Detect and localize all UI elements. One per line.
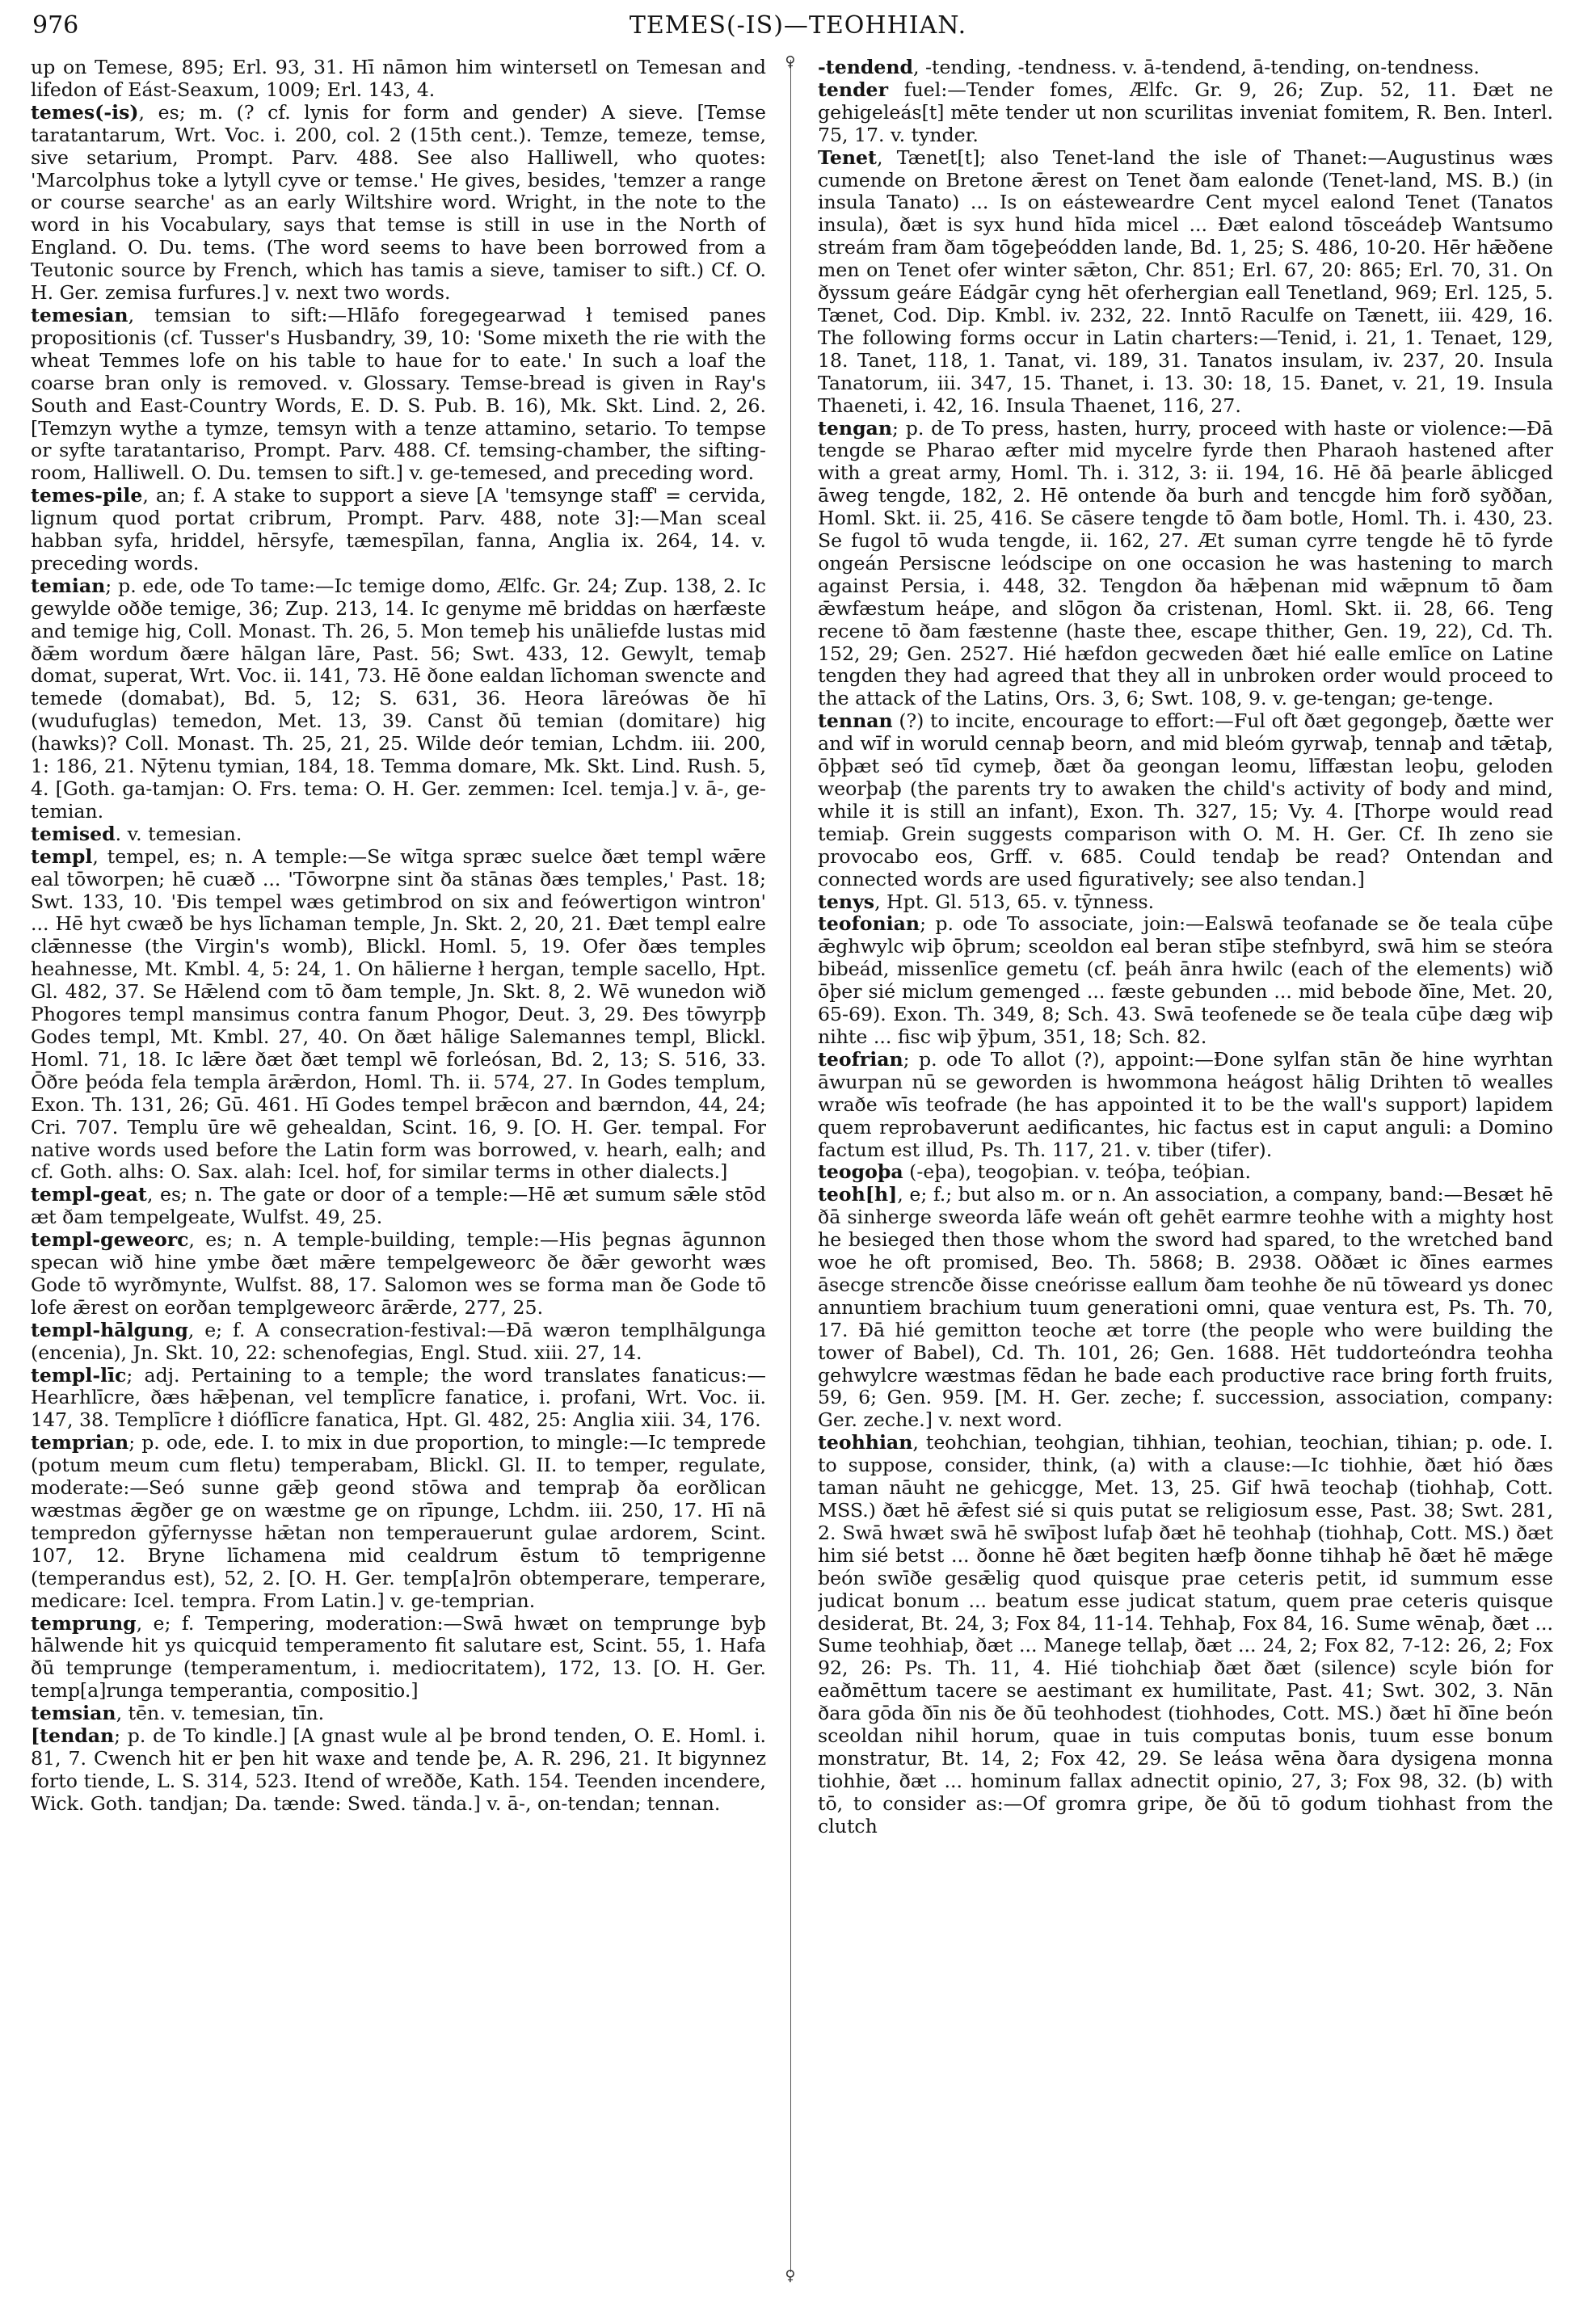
entry-text: . v. temesian. — [115, 822, 242, 845]
dictionary-entry — [31, 1703, 766, 1725]
dictionary-entry — [818, 1184, 1553, 1432]
entry-text: (?) to incite, encourage to effort:—Ful oft ðæt gegongeþ, ðætte wer and wīf in woruld cennaþ beorn, and mid bleóm gyrwaþ, tennaþ and tǣtaþ, ōþþæt seó tīd cymeþ, ðæt ða geongan leomu, līffæstan leoþu, geloden weorþaþ (the parents try to awaken the child's activity of body and mind, while it is still an infant), Exon. Th. 327, 15; Vy. 4. [Thorpe would read temiaþ. Grein suggests comparison with O. M. H. Ger. Cf. Ih zeno sie provocabo eos, Grff. v. 685. Could tendaþ be read? Ontendan and connected words are used figuratively; see also tendan.] — [818, 709, 1553, 890]
entry-text: ; p. de To press, hasten, hurry, proceed with haste or violence:—Ðā tengde se Pharao æfter mid mycelre fyrde then Pharaoh hastened after with a great army, Homl. Th. i. 312, 3: ii. 194, 16. Hē ðā þearle āblicged āweg tengde, 182, 2. Hē ontende ða burh and tencgde him forð syððan, Homl. Skt. ii. 25, 416. Se cāsere tengde tō ðam botle, Homl. Th. i. 430, 23. Se fugol tō wuda tengde, ii. 162, 27. Æt suman cyrre tengde hē tō fyrde ongeán Persiscne leódscipe on one occasion he was hastening to march against Persia, i. 448, 32. Tengdon ða hǣþenan mid wǣpnum tō ðam ǣwfæstum heápe, and slōgon ða cristenan, Homl. Skt. ii. 28, 66. Teng recene tō ðam fæstenne (haste thee, escape thither, Gen. 19, 22), Cd. Th. 152, 29; Gen. 2527. Hié hæfdon gecweden ðæt hié ealle emlīce on Latine tengden they had agreed that they all in unbroken order would proceed to the attack of the Latins, Ors. 3, 6; Swt. 108, 9. v. ge-tengan; ge-tenge. — [818, 416, 1553, 710]
dictionary-entry — [818, 79, 1553, 147]
entry-headword: teofonian — [818, 912, 920, 936]
dictionary-entry — [31, 1229, 766, 1320]
dictionary-entry — [818, 913, 1553, 1048]
entry-headword: temes(-is) — [31, 100, 139, 124]
entry-headword: tengan — [818, 416, 893, 440]
entry-headword: temprian — [31, 1431, 129, 1454]
dictionary-entry — [818, 418, 1553, 711]
dictionary-entry — [818, 1049, 1553, 1162]
entry-text: , temsian to sift:—Hlāfo foregegearwad ł temised panes propositionis (cf. Tusser's Husbandry, 39, 10: 'Some mixeth the rie with the wheat Temmes lofe on his table to haue for to eate.' In such a loaf the coarse bran only is removed. v. Glossary. Temse-bread is given in Ray's South and East-Country Words, E. D. S. Pub. B. 16), Mk. Skt. Lind. 2, 26. [Temzyn wythe a tymze, temsyn with a tenze attamino, setario. To tempse or syfte taratantariso, Prompt. Parv. 488. Cf. temsing-chamber, the sifting-room, Halliwell. O. Du. temsen to sift.] v. ge-temesed, and preceding word. — [31, 303, 766, 485]
entry-text: , e; f.; but also m. or n. An association, a company, band:—Besæt hē ðā sinherge sweorda lāfe weán oft gehēt earmre teohhe with a mighty host he besieged then those whom the sword had spared, to the wretched band woe he oft promised, Beo. Th. 5868; B. 2938. Oððæt ic ðīnes earmes āsecge strencðe ðisse cneórisse eallum ðam teohhe ðe nū tōweard ys donec annuntiem brachium tuum generationi omni, quae ventura est, Ps. Th. 70, 17. Ðā hié gemitton teoche æt torre (the people who were building the tower of Babel), Cd. Th. 101, 26; Gen. 1688. Hēt tuddorteóndra teohha gehwylcre wæstmas fēdan he bade each productive race bring forth fruits, 59, 6; Gen. 959. [M. H. Ger. zeche; f. succession, association, company: Ger. zeche.] v. next word. — [818, 1183, 1553, 1432]
divider-bottom-ornament-icon: ♀ — [785, 2267, 796, 2284]
right-column — [818, 57, 1553, 2287]
entry-headword: tenys — [818, 890, 875, 913]
entry-headword: [tendan — [31, 1724, 115, 1748]
entry-headword: tennan — [818, 709, 893, 733]
dictionary-entry — [818, 891, 1553, 914]
entry-text: ; p. ede, ode To tame:—Ic temige domo, Ælfc. Gr. 24; Zup. 138, 2. Ic gewylde oððe temige, 36; Zup. 213, 14. Ic genyme mē briddas on hærfæste and temige hig, Coll. Monast. Th. 26, 5. Mon temeþ his unāliefde lustas mid ðǣm wordum ðære hālgan lāre, Past. 56; Swt. 433, 12. Gewylt, temaþ domat, superat, Wrt. Voc. ii. 141, 73. Hē ðone ealdan līchoman swencte and temede (domabat), Bd. 5, 12; S. 631, 36. Heora lāreówas ðe hī (wudufuglas) temedon, Met. 13, 39. Canst ðū temian (domitare) hig (hawks)? Coll. Monast. Th. 25, 21, 25. Wilde deór temian, Lchdm. iii. 200, 1: 186, 21. Nȳtenu tymian, 184, 18. Temma domare, Mk. Skt. Lind. Rush. 5, 4. [Goth. ga-tamjan: O. Frs. tema: O. H. Ger. zemmen: Icel. temja.] v. ā-, ge-temian. — [31, 574, 766, 823]
dictionary-entry — [31, 102, 766, 305]
entry-text: , e; f. A consecration-festival:—Ðā wæron templhālgunga (encenia), Jn. Skt. 10, 22: schenofegias, Engl. Stud. xiii. 27, 14. — [31, 1318, 766, 1364]
entry-text: , Hpt. Gl. 513, 65. v. tȳnness. — [874, 890, 1155, 913]
dictionary-entry — [31, 846, 766, 1185]
entry-headword: temprung — [31, 1611, 137, 1635]
entry-headword: Tenet — [818, 145, 877, 169]
entry-text: , -tending, -tendness. v. ā-tendend, ā-tending, on-tendness. — [913, 57, 1480, 78]
page-number: 976 — [32, 11, 79, 40]
entry-headword: templ — [31, 844, 93, 868]
entry-text: , es; n. The gate or door of a temple:—Hē æt sumum sǣle stōd æt ðam tempelgeate, Wulfst. 49, 25. — [31, 1183, 766, 1229]
dictionary-entry — [818, 57, 1553, 79]
entry-headword: templ-geweorc — [31, 1228, 189, 1252]
dictionary-entry — [818, 147, 1553, 418]
dictionary-entry — [31, 485, 766, 575]
entry-headword: -tendend — [818, 57, 914, 78]
entry-text: ; p. ode To allot (?), appoint:—Ðone sylfan stān ðe hine wyrhtan āwurpan nū se geworden is hwommona heágost hālig Drihten tō wealles wraðe wīs teofrade (he has appointed it to be the wall's support) lapidem quem reprobaverunt aedificantes, hic factus est in caput anguli: a Domino factum est illud, Ps. Th. 117, 21. v. tiber (tifer). — [818, 1047, 1553, 1161]
dictionary-entry — [31, 1184, 766, 1229]
dictionary-entry — [31, 1432, 766, 1612]
entry-headword: temised — [31, 822, 116, 845]
entry-headword: teoh[h] — [818, 1183, 898, 1206]
entry-headword: templ-hālgung — [31, 1318, 188, 1341]
dictionary-entry — [31, 1365, 766, 1433]
entry-text: ; p. de To kindle.] [A gnast wule al þe brond tenden, O. E. Homl. i. 81, 7. Cwench hit er þen hit waxe and tende þe, A. R. 296, 21. It bigynnez forto tiende, L. S. 314, 523. Itend of wreððe, Kath. 154. Teenden incendere, Wick. Goth. tandjan; Da. tænde: Swed. tända.] v. ā-, on-tendan; tennan. — [31, 1724, 766, 1815]
entry-text: , tēn. v. temesian, tīn. — [116, 1702, 325, 1725]
dictionary-entry — [818, 710, 1553, 890]
entry-headword: temsian — [31, 1702, 116, 1725]
dictionary-entry — [31, 305, 766, 485]
dictionary-entry — [818, 1432, 1553, 1837]
divider-top-ornament-icon: ♀ — [785, 53, 796, 70]
running-head: TEMES(-IS)—TEOHHIAN. — [629, 11, 967, 40]
dictionary-entry — [31, 823, 766, 846]
dictionary-entry — [31, 1320, 766, 1365]
entry-text: ; p. ode, ede. I. to mix in due proportion, to mingle:—Ic temprede (potum meum cum fletu) temperabam, Blickl. Gl. II. to temper, regulate, moderate:—Seó sunne gǣþ geond stōwa and tempraþ ða eorðlican wæstmas ǣgðer ge on wæstme ge on rīpunge, Lchdm. iii. 250, 17. Hī nā tempredon gȳfernysse hǣtan non temperauerunt gulae ardorem, Scint. 107, 12. Bryne līchamena mid cealdrum ēstum tō temprigenne (temperandus est), 52, 2. [O. H. Ger. temp[a]rōn obtemperare, temperare, medicare: Icel. tempra. From Latin.] v. ge-temprian. — [31, 1431, 766, 1612]
entry-text: , e; f. Tempering, moderation:—Swā hwæt on temprunge byþ hālwende hit ys quicquid temperamento fit salutare est, Scint. 55, 1. Hafa ðū temprunge (temperamentum, i. mediocritatem), 172, 13. [O. H. Ger. temp[a]runga temperantia, compositio.] — [31, 1611, 766, 1703]
dictionary-entry — [31, 575, 766, 823]
entry-text: ; p. ode To associate, join:—Ealswā teofanade se ðe teala cūþe ǣghwylc wiþ ōþrum; sceoldon eal beran stīþe stefnbyrd, swā him se steóra bibeád, missenlīce gemetu (cf. þeáh ānra hwilc (each of the elements) wið ōþer sié miclum gemenged ... fæste gebunden ... mid bebode ðīne, Met. 20, 65-69). Exon. Th. 349, 8; Sch. 43. Swā teofenede se ðe teala cūþe dæg wiþ nihte ... fisc wiþ ȳþum, 351, 18; Sch. 82. — [818, 912, 1553, 1048]
entry-headword: temian — [31, 574, 106, 597]
entry-headword: teofrian — [818, 1047, 903, 1071]
dictionary-entry — [818, 1161, 1553, 1184]
entry-text: (-eþa), teogoþian. v. teóþa, teóþian. — [903, 1160, 1251, 1184]
dictionary-entry — [31, 1613, 766, 1703]
entry-text: ; adj. Pertaining to a temple; the word translates fanaticus:—Hearhlīcre, ðæs hǣþenan, vel templīcre fanatice, i. profani, Wrt. Voc. ii. 147, 38. Templīcre ł dióflīcre fanatica, Hpt. Gl. 482, 25: Anglia xiii. 34, 176. — [31, 1363, 766, 1432]
entry-headword: temes-pile — [31, 484, 143, 507]
entry-text: , teohchian, teohgian, tihhian, teohian, teochian, tihian; p. ode. I. to suppose, consider, think, (a) with a clause:—Ic tiohhie, ðæt hió ðæs taman nāuht ne gehicgge, Met. 13, 25. Gif hwā teochaþ (tiohhaþ, Cott. MSS.) ðæt hē ǣfest sié si quis putat se religiosum esse, Past. 38; Swt. 281, 2. Swā hwæt swā hē swīþost lufaþ ðæt hē teohhaþ (tiohhaþ, Cott. MS.) ðæt him sié betst ... ðonne hē ðæt begiten hæfþ ðonne tihhaþ hē ðæt hē mǣge beón swīðe gesǣlig quod quisque prae ceteris petit, id summum esse judicat bonum ... beatum esse judicat statum, quem prae ceteris quisque desiderat, Bt. 24, 3; Fox 84, 11-14. Tehhaþ, Fox 84, 16. Sume wēnaþ, ðæt ... Sume teohhiaþ, ðæt ... Manege tellaþ, ðæt ... 24, 2; Fox 82, 7-12: 26, 2; Fox 92, 26: Ps. Th. 11, 4. Hié tiohchiaþ ðæt ðæt (silence) scyle bión for eaðmēttum tacere se aestimant ex humilitate, Past. 41; Swt. 302, 3. Nān ðara gōda ðīn nis ðe ðū teohhodest (tiohhodes, Cott. MS.) ðæt hī ðīne beón sceoldan nihil horum, quae in tuis computas bonis, tuum esse bonum monstratur, Bt. 14, 2; Fox 42, 29. Se leása wēna ðara dysigena monna tiohhie, ðæt ... hominum fallax adnectit opinio, 27, 3; Fox 98, 32. (b) with tō, to consider as:—Of gromra gripe, ðe ðū tō godum tiohhast from the clutch — [818, 1431, 1553, 1837]
entry-headword: teogoþa — [818, 1160, 903, 1184]
entry-headword: templ-geat — [31, 1183, 147, 1206]
entry-headword: tender — [818, 78, 889, 101]
page-header — [32, 6, 1564, 45]
left-column — [31, 57, 766, 2287]
dictionary-entry — [31, 57, 766, 102]
entry-headword: temesian — [31, 303, 128, 326]
entry-text: , es; n. A temple-building, temple:—His þegnas āgunnon specan wið hine ymbe ðæt mǣre tempelgeweorc ðe ðǣr geworht wæs Gode tō wyrðmynte, Wulfst. 88, 17. Salomon wes se forma man ðe Gode tō lofe ǣrest on eorðan templgeweorc ārǣrde, 277, 25. — [31, 1228, 766, 1319]
entry-text: up on Temese, 895; Erl. 93, 31. Hī nāmon him wintersetl on Temesan and lifedon of Eást-Seaxum, 1009; Erl. 143, 4. — [31, 57, 766, 101]
entry-text: , Tænet[t]; also Tenet-land the isle of Thanet:—Augustinus wæs cumende on Bretone ǣrest on Tenet ðam ealonde (Tenet-land, MS. B.) (in insula Tanato) ... Is on eásteweardre Cent mycel ealond Tenet (Tanatos insula), ðæt is syx hund hīda micel ... Ðæt ealond tōsceádeþ Wantsumo streám fram ðam tōgeþeódden lande, Bd. 1, 25; S. 486, 10-20. Hēr hǣðene men on Tenet ofer winter sǣton, Chr. 851; Erl. 67, 20: 865; Erl. 70, 31. On ðyssum geáre Eádgār cyng hēt oferhergian eall Tenetland, 969; Erl. 125, 5. Tænet, Cod. Dip. Kmbl. iv. 232, 22. Inntō Raculfe on Tænett, iii. 429, 16. The following forms occur in Latin charters:—Tenid, i. 21, 1. Tenaet, 129, 18. Tanet, 118, 1. Tanat, vi. 189, 31. Tanatos insulam, iv. 237, 20. Insula Tanatorum, iii. 347, 15. Thanet, i. 13. 30: 18, 15. Ðanet, v. 21, 19. Insula Thaeneti, i. 42, 16. Insula Thaenet, 116, 27. — [818, 145, 1553, 417]
entry-headword: templ-līc — [31, 1363, 127, 1387]
entry-text: , tempel, es; n. A temple:—Se wītga spræc suelce ðæt templ wǣre eal tōworpen; hē cuæð ... 'Tōworpne sint ða stānas ðæs temples,' Past. 18; Swt. 133, 10. 'Ðis tempel wæs getimbrod on six and feówertigon wintron' ... Hē hyt cwæð be hys līchaman temple, Jn. Skt. 2, 20, 21. Ðæt templ ealre clǣnnesse (the Virgin's womb), Blickl. Homl. 5, 19. Ofer ðæs temples heahnesse, Mt. Kmbl. 4, 5: 24, 1. On hālierne ł hergan, temple sacello, Hpt. Gl. 482, 37. Se Hǣlend com tō ðam temple, Jn. Skt. 8, 2. Wē wunedon wið Phogores templ mansimus contra fanum Phogor, Deut. 3, 29. Ðes tōwyrpþ Godes templ, Mt. Kmbl. 27, 40. On ðæt hālige Salemannes templ, Blickl. Homl. 71, 18. Ic lǣre ðæt ðæt templ wē forleósan, Bd. 2, 13; S. 516, 33. Ōðre þeóda fela templa ārǣrdon, Homl. Th. ii. 574, 27. In Godes templum, Exon. Th. 131, 26; Gū. 461. Hī Godes tempel brǣcon and bærndon, 44, 24; Cri. 707. Templu ūre wē gehealdan, Scint. 16, 9. [O. H. Ger. tempal. For native words used before the Latin form was borrowed, v. hearh, ealh; and cf. Goth. alhs: O. Sax. alah: Icel. hof, for similar terms in other dialects.] — [31, 844, 766, 1184]
entry-text: , es; m. (? cf. lynis for form and gender) A sieve. [Temse taratantarum, Wrt. Voc. i. 200, col. 2 (15th cent.). Temze, temeze, temse, sive setarium, Prompt. Parv. 488. See also Halliwell, who quotes: 'Marcolphus toke a lytyll cyve or temse.' He gives, besides, 'temzer a range or course searche' as an early Wiltshire word. Wright, in the note to the word in his Vocabulary, says that temse is still in use in the North of England. O. Du. tems. (The word seems to have been borrowed from a Teutonic source by French, which has tamis a sieve, tamiser to sift.) Cf. O. H. Ger. zemisa furfures.] v. next two words. — [31, 100, 766, 305]
entry-headword: teohhian — [818, 1431, 913, 1454]
column-divider — [790, 60, 791, 2272]
entry-text: fuel:—Tender fomes, Ælfc. Gr. 9, 26; Zup. 52, 11. Ðæt ne gehigeleás[t] mēte tender ut non scurilitas inveniat fomitem, R. Ben. Interl. 75, 17. v. tynder. — [818, 78, 1553, 146]
dictionary-entry — [31, 1725, 766, 1816]
entry-text: , an; f. A stake to support a sieve [A 'temsynge staff' = cervida, lignum quod portat cribrum, Prompt. Parv. 488, note 3]:—Man sceal habban syfa, hriddel, hērsyfe, tæmespīlan, fanna, Anglia ix. 264, 14. v. preceding words. — [31, 484, 766, 575]
